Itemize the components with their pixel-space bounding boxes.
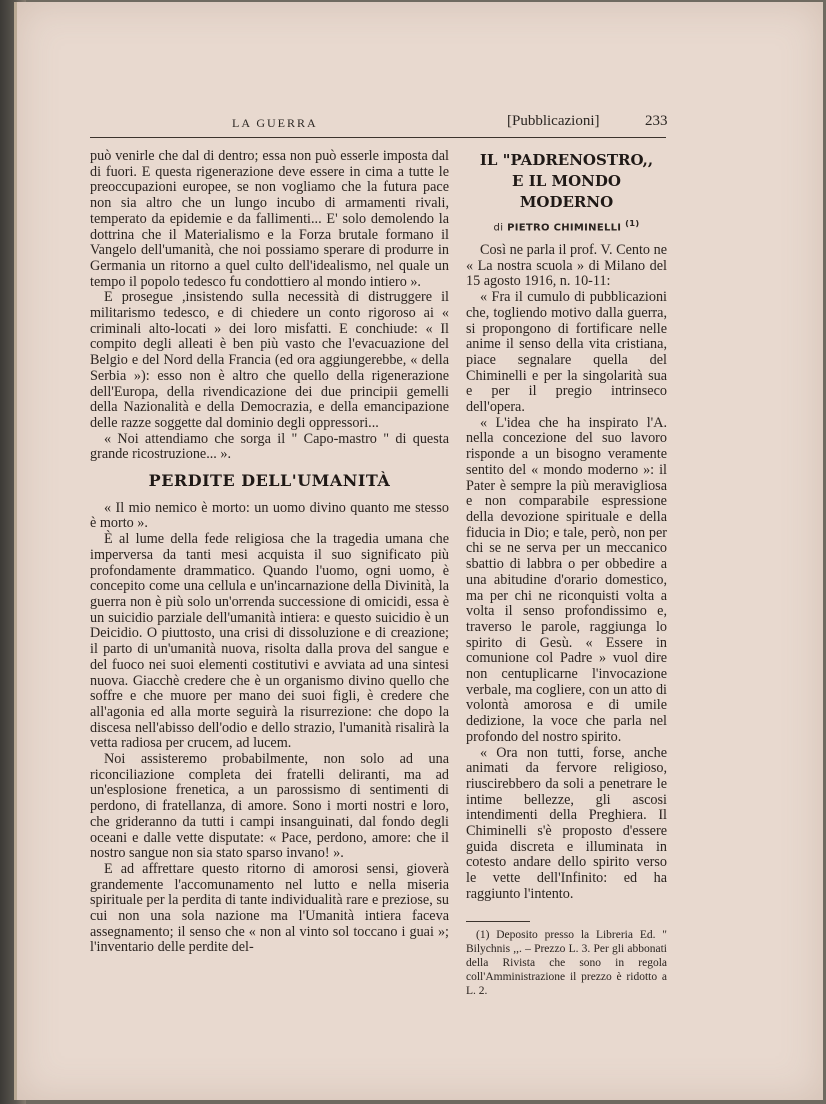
- section-title: PERDITE DELL'UMANITÀ: [148, 471, 391, 491]
- paragraph: « Il mio nemico è morto: un uomo divino quanto me stesso è morto ».: [90, 499, 449, 532]
- running-header: [204, 114, 670, 136]
- paragraph: Noi assisteremo probabilmente, non solo ad una riconciliazione completa dei fratelli deliranti, ma ad un'esplosione frenetica, a un parossismo di sentimenti di perdono, di fratellanza, di amore. Sono i morti nostri e loro, che grideranno da tutti i campi insanguinati, dal fondo degli oceani e dalle vette disputate: « Pace, perdono, amore: che il nostro sangue non sia stato sparso invano! ».: [90, 751, 449, 862]
- footnote-marker: (1): [625, 218, 640, 228]
- page-number: 233: [645, 113, 668, 129]
- author-name: PIETRO CHIMINELLI: [507, 222, 622, 234]
- paragraph: può venirle che dal di dentro; essa non può esserle imposta dal di fuori. E questa rigenerazione deve essere in cima a tutte le preoccupazioni europee, se non vogliamo che la futura pace non sia altro che un lungo incubo di armamenti rivali, temperato da epidemie e da fallimenti... E' solo demolendo la dottrina che il Materialismo e la Forza brutale formano il Vangelo dell'umanità, che noi possiamo sperare di produrre in Germania un ritorno a quel culto dell'idealismo, nel quale un tempo il popolo tedesco fu condottiero al mondo intiero ».: [90, 148, 449, 290]
- running-title: LA GUERRA: [232, 116, 318, 130]
- article-title-line-1: IL "PADRENOSTRO,,: [479, 151, 654, 169]
- paragraph: Così ne parla il prof. V. Cento ne « La nostra scuola » di Milano del 15 agosto 1916, n. 10-11:: [466, 242, 667, 290]
- footnote-rule: [466, 921, 530, 922]
- left-column: [90, 149, 449, 956]
- paragraph: « L'idea che ha inspirato l'A. nella concezione del suo lavoro risponde a un bisogno veramente sentito del « mondo moderno »: il Pater è sempre la più meravigliosa e non comparabile espressione della devozione spirituale e della fiducia in Dio; e tale, però, non per chi se ne serva per un meccanico sbattio di labbra o per obbedire a una abitudine d'orario domestico, ma per chi ne riconquisti volta a volta il senso profondissimo e, traverso le parole, raggiunga lo spirito di Gesù. « Essere in comunione col Padre » vuol dire non centuplicarne l'invocazione verbale, ma cogliere, con un atto di volontà amorosa e di umile dedizione, la voce che parla nel profondo del nostro spirito.: [466, 414, 667, 745]
- paragraph: « Fra il cumulo di pubblicazioni che, togliendo motivo dalla guerra, si propongono di fortificare nelle anime il senso della vita cristiana, piace segnalare quella del Chiminelli e per la singolarità sua e per il pregio intrinseco dell'opera.: [466, 289, 667, 416]
- article-byline: [466, 216, 667, 236]
- paragraph: « Noi attendiamo che sorga il " Capo-mastro " di questa grande ricostruzione... ».: [90, 430, 449, 463]
- footnote-text: (1) Deposito presso la Libreria Ed. " Bilychnis ,,. – Prezzo L. 3. Per gli abbonati della Rivista che sono in regola coll'Amministrazione il prezzo è ridotto a L. 2.: [466, 928, 667, 998]
- footnote: [466, 928, 667, 999]
- section-label: [Pubblicazioni]: [507, 113, 600, 129]
- paragraph: E ad affrettare questo ritorno di amorosi sensi, gioverà grandemente l'accomunamento nel lutto e nella miseria spirituale per la perdita di tante individualità rare e preziose, su cui non una sola nazione ma l'Umanità intiera faceva assegnamento; il senso che « non al vinto sol toccano i guai »; l'inventario delle perdite del-: [90, 860, 449, 956]
- paragraph: È al lume della fede religiosa che la tragedia umana che imperversa da tanti mesi acquista il suo significato più profondamente drammatico. Quando l'uomo, ogni uomo, è concepito come una cellula e un'incarnazione della Divinità, la guerra non è più solo un'orrenda successione di omicidi, essa è un suicidio parziale dell'umanità intiera: e questo suicidio è un Deicidio. O piuttosto, una crisi di dissoluzione e di creazione; il parto di un'umanità nuova, risolta dalla prova del sangue e del fuoco nei suoi elementi costitutivi e avviata ad una sintesi nuova. Giacchè credere che è un organismo divino quello che soffre e che muore per mano dei suoi figli, è credere che all'agonia ed alla morte seguirà la risurrezione: che dopo la discesa nell'abisso dell'odio e dello strazio, l'umanità risalirà la vetta radiosa per crucem, ad lucem.: [90, 531, 449, 752]
- right-column: [466, 150, 667, 999]
- paragraph: E prosegue ,insistendo sulla necessità di distruggere il militarismo tedesco, e di chiedere un conto rigoroso ai « criminali alto-locati » dei loro misfatti. E conchiude: « Il compito degli alleati è ben più vasto che l'evacuazione del Belgio e del Nord della Francia (ed ora aggiungerebbe, « della Serbia »): esso non è altro che quello della rigenerazione dell'Europa, della rivendicazione dei due principii gemelli della Nazionalità e della Democrazia, e della emancipazione delle razze soggette dal dominio degli oppressori...: [90, 289, 449, 431]
- paragraph: « Ora non tutti, forse, anche animati da fervore religioso, riuscirebbero da soli a penetrare le intime bellezze, gli ascosi intendimenti della Preghiera. Il Chiminelli s'è proposto d'essere guida discreta e illuminata in cotesto andare dello spirito verso le vette dell'Infinito: ed ha raggiunto l'intento.: [466, 744, 667, 902]
- article-title-line-2: E IL MONDO MODERNO: [512, 172, 621, 211]
- byline-prefix: di: [493, 222, 504, 234]
- header-rule: [90, 137, 666, 138]
